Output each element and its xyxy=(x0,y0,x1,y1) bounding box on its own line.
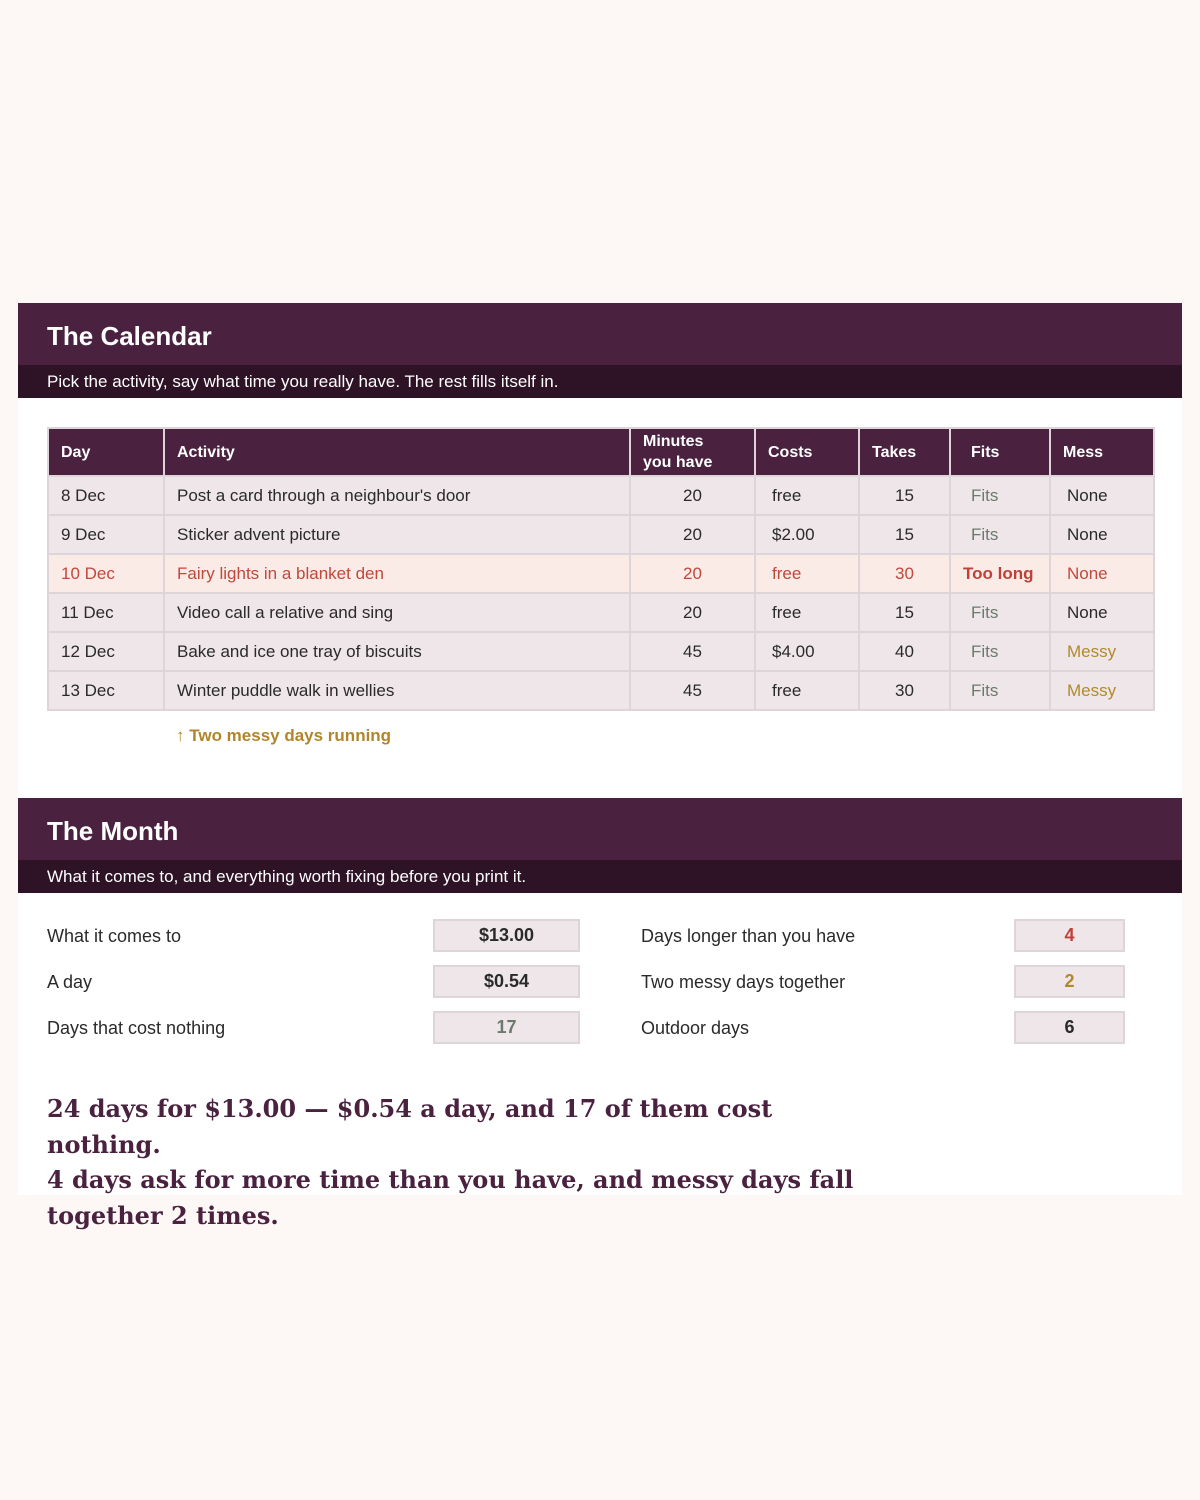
activity-cell[interactable]: Video call a relative and sing xyxy=(164,593,630,632)
header-costs: Costs xyxy=(755,428,859,476)
month-body xyxy=(18,893,1182,1230)
header-minutes-line1: Minutes xyxy=(643,433,704,450)
minutes-cell[interactable]: 45 xyxy=(630,632,755,671)
header-minutes xyxy=(630,428,755,476)
stat-messy-together-value: 2 xyxy=(1014,965,1125,998)
stat-outdoor-label: Outdoor days xyxy=(641,1018,750,1038)
activity-cell[interactable]: Winter puddle walk in wellies xyxy=(164,671,630,710)
day-cell[interactable]: 11 Dec xyxy=(48,593,164,632)
stat-total-value: $13.00 xyxy=(433,919,580,952)
minutes-cell[interactable]: 20 xyxy=(630,515,755,554)
messy-warning-note: ↑ Two messy days running xyxy=(176,726,392,745)
day-cell[interactable]: 9 Dec xyxy=(48,515,164,554)
day-cell[interactable]: 10 Dec xyxy=(48,554,164,593)
activity-cell[interactable]: Post a card through a neighbour's door xyxy=(164,476,630,515)
mess-cell: None xyxy=(1050,515,1154,554)
fits-cell: Fits xyxy=(950,515,1050,554)
header-day: Day xyxy=(48,428,164,476)
stat-free-days-label: Days that cost nothing xyxy=(47,1018,226,1038)
fits-cell: Fits xyxy=(950,671,1050,710)
table-row xyxy=(48,476,1154,515)
takes-cell: 15 xyxy=(859,515,950,554)
day-cell[interactable]: 13 Dec xyxy=(48,671,164,710)
stat-too-long-value: 4 xyxy=(1014,919,1125,952)
fits-cell: Fits xyxy=(950,593,1050,632)
month-summary xyxy=(47,1091,877,1233)
fits-cell: Fits xyxy=(950,632,1050,671)
stat-outdoor-value: 6 xyxy=(1014,1011,1125,1044)
stat-total-label: What it comes to xyxy=(47,926,182,946)
activity-cell[interactable]: Fairy lights in a blanket den xyxy=(164,554,630,593)
table-row xyxy=(48,593,1154,632)
calendar-subtitle: Pick the activity, say what time you really have. The rest fills itself in. xyxy=(18,365,1182,398)
calendar-title: The Calendar xyxy=(18,303,1182,365)
stat-per-day-value: $0.54 xyxy=(433,965,580,998)
header-fits: Fits xyxy=(950,428,1050,476)
mess-cell-messy: Messy xyxy=(1050,671,1154,710)
month-subtitle: What it comes to, and everything worth fixing before you print it. xyxy=(18,860,1182,893)
day-cell[interactable]: 8 Dec xyxy=(48,476,164,515)
calendar-body xyxy=(18,398,1182,798)
takes-cell: 30 xyxy=(859,671,950,710)
mess-cell-messy: Messy xyxy=(1050,632,1154,671)
activity-cell[interactable]: Bake and ice one tray of biscuits xyxy=(164,632,630,671)
takes-cell: 40 xyxy=(859,632,950,671)
header-takes: Takes xyxy=(859,428,950,476)
takes-cell: 15 xyxy=(859,593,950,632)
table-row xyxy=(48,671,1154,710)
fits-cell: Fits xyxy=(950,476,1050,515)
header-mess: Mess xyxy=(1050,428,1154,476)
stat-per-day-label: A day xyxy=(47,972,93,992)
minutes-cell[interactable]: 20 xyxy=(630,593,755,632)
costs-cell: free xyxy=(755,476,859,515)
table-row xyxy=(48,632,1154,671)
worksheet xyxy=(18,303,1182,1230)
costs-cell: free xyxy=(755,593,859,632)
mess-cell: None xyxy=(1050,476,1154,515)
day-cell[interactable]: 12 Dec xyxy=(48,632,164,671)
costs-cell: free xyxy=(755,554,859,593)
summary-line-2: 4 days ask for more time than you have, and messy days fall together 2 times. xyxy=(47,1165,854,1230)
minutes-cell[interactable]: 20 xyxy=(630,554,755,593)
month-title: The Month xyxy=(18,798,1182,860)
takes-cell: 30 xyxy=(859,554,950,593)
stat-free-days-value: 17 xyxy=(433,1011,580,1044)
activity-cell[interactable]: Sticker advent picture xyxy=(164,515,630,554)
minutes-cell[interactable]: 20 xyxy=(630,476,755,515)
stat-messy-together-label: Two messy days together xyxy=(641,972,846,992)
costs-cell: $2.00 xyxy=(755,515,859,554)
minutes-cell[interactable]: 45 xyxy=(630,671,755,710)
calendar-table xyxy=(47,427,1155,711)
fits-cell-too-long: Too long xyxy=(950,554,1050,593)
table-header-row xyxy=(48,428,1154,476)
mess-cell: None xyxy=(1050,554,1154,593)
costs-cell: free xyxy=(755,671,859,710)
table-row xyxy=(48,515,1154,554)
mess-cell: None xyxy=(1050,593,1154,632)
header-activity: Activity xyxy=(164,428,630,476)
summary-line-1: 24 days for $13.00 — $0.54 a day, and 17 of them cost nothing. xyxy=(47,1094,773,1159)
stat-too-long-label: Days longer than you have xyxy=(641,926,856,946)
costs-cell: $4.00 xyxy=(755,632,859,671)
table-row-warning xyxy=(48,554,1154,593)
header-minutes-line2: you have xyxy=(643,454,713,471)
takes-cell: 15 xyxy=(859,476,950,515)
